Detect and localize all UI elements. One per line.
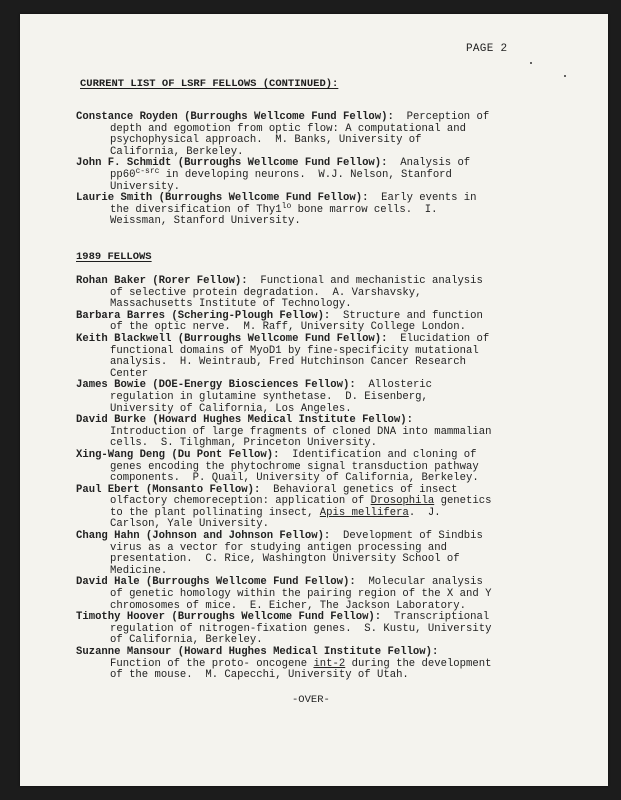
fellow-text: virus as a vector for studying antigen processing and [110, 541, 447, 554]
fellow-entry [76, 531, 546, 577]
fellow-text-part: bone marrow cells. I. [291, 203, 438, 216]
fellow-text: Allosteric [355, 379, 433, 392]
fellow-name: James Bowie (DOE-Energy Biosciences Fellow): [76, 379, 356, 392]
fellow-text: Development of Sindbis [330, 530, 483, 543]
fellow-entry [76, 612, 546, 647]
page-number: PAGE 2 [466, 43, 508, 55]
species-name: Apis mellifera [319, 506, 409, 519]
fellow-text: Identification and cloning of [279, 448, 477, 461]
fellows-1989-list [76, 276, 546, 682]
fellow-name: Laurie Smith (Burroughs Wellcome Fund Fellow): [76, 192, 369, 205]
fellow-text: Carlson, Yale University. [110, 518, 269, 531]
fellow-text: components. P. Quail, University of California, Berkeley. [110, 472, 479, 485]
section-heading-1989: 1989 FELLOWS [76, 251, 152, 263]
fellow-entry [76, 577, 546, 612]
superscript: lo [281, 201, 292, 211]
fellow-text: Introduction of large fragments of cloned DNA into mammalian [110, 425, 492, 438]
fellow-name: Keith Blackwell (Burroughs Wellcome Fund Fellow): [76, 332, 388, 345]
fellow-text-part: . J. [408, 506, 441, 519]
fellow-text: of California, Berkeley. [110, 634, 263, 647]
fellow-text: depth and egomotion from optic flow: A computational and [110, 122, 467, 135]
fellow-text: of selective protein degradation. A. Varshavsky, [110, 286, 422, 299]
continued-fellows-list [76, 112, 546, 228]
fellow-text: Center [110, 367, 149, 380]
over-marker: -OVER- [292, 694, 330, 706]
fellow-text-part: genetics [434, 495, 492, 508]
fellow-text: Behavioral genetics of insect [260, 483, 458, 496]
fellow-entry [76, 380, 546, 415]
fellow-text: cells. S. Tilghman, Princeton University. [110, 437, 378, 450]
fellow-entry [76, 415, 546, 450]
fellow-text [76, 166, 546, 182]
fellow-text: Structure and function [330, 309, 483, 322]
fellow-text: regulation in glutamine synthetase. D. Eisenberg, [110, 390, 428, 403]
fellow-text: genes encoding the phytochrome signal transduction pathway [110, 460, 479, 473]
fellow-text: presentation. C. Rice, Washington University School of [110, 553, 460, 566]
fellow-text: Functional and mechanistic analysis [247, 275, 483, 287]
fellow-entry [76, 450, 546, 485]
fellow-text: Molecular analysis [355, 576, 483, 589]
fellow-text-part: during the development [345, 657, 492, 670]
fellow-text: Weissman, Stanford University. [110, 215, 301, 228]
fellow-text: California, Berkeley. [110, 145, 244, 158]
species-name: Drosophila [370, 495, 435, 508]
fellow-text: University of California, Los Angeles. [110, 402, 352, 415]
fellow-name: Suzanne Mansour (Howard Hughes Medical Institute Fellow): [76, 646, 439, 658]
speck-mark [564, 75, 566, 77]
fellow-text: psychophysical approach. M. Banks, University of [110, 134, 422, 147]
section-heading-continued: CURRENT LIST OF LSRF FELLOWS (CONTINUED): [80, 78, 339, 90]
fellow-text: Elucidation of [387, 332, 490, 345]
gene-name: int-2 [313, 657, 346, 670]
fellow-text-part: pp60 [110, 168, 136, 181]
fellow-name: Xing-Wang Deng (Du Pont Fellow): [76, 448, 280, 461]
fellow-text: of the mouse. M. Capecchi, University of Utah. [110, 669, 409, 682]
fellow-name: David Hale (Burroughs Wellcome Fund Fellow): [76, 576, 356, 589]
fellow-text: chromosomes of mice. E. Eicher, The Jackson Laboratory. [110, 599, 467, 612]
fellow-entry [76, 193, 546, 228]
fellow-text: functional domains of MyoD1 by fine-specificity mutational [110, 344, 479, 357]
fellow-text: Early events in [368, 192, 477, 205]
fellow-text: analysis. H. Weintraub, Fred Hutchinson Cancer Research [110, 356, 467, 369]
fellow-text-part: to the plant pollinating insect, [110, 506, 320, 519]
fellow-text-part: the diversification of Thy1 [110, 203, 282, 216]
fellow-text: Analysis of [387, 157, 471, 170]
fellow-text-part: olfactory chemoreception: application of [110, 495, 371, 508]
fellow-text: Perception of [393, 111, 490, 123]
fellow-text: Transcriptional [381, 611, 490, 624]
fellow-text: regulation of nitrogen-fixation genes. S. Kustu, University [110, 622, 492, 635]
superscript: c-src [135, 166, 160, 176]
fellow-entry [76, 334, 546, 380]
fellow-text: University. [110, 180, 180, 193]
fellow-text: of genetic homology within the pairing region of the X and Y [110, 588, 492, 601]
fellow-name: John F. Schmidt (Burroughs Wellcome Fund Fellow): [76, 157, 388, 170]
fellow-name: Chang Hahn (Johnson and Johnson Fellow): [76, 530, 331, 543]
fellow-text: Massachusetts Institute of Technology. [110, 298, 352, 311]
fellow-entry [76, 158, 546, 193]
fellow-name: Timothy Hoover (Burroughs Wellcome Fund Fellow): [76, 611, 382, 624]
fellow-name: Paul Ebert (Monsanto Fellow): [76, 483, 261, 496]
fellow-name: Barbara Barres (Schering-Plough Fellow): [76, 309, 331, 322]
fellow-text-part: in developing neurons. W.J. Nelson, Stanford [159, 168, 452, 181]
fellow-name: Constance Royden (Burroughs Wellcome Fund Fellow): [76, 111, 394, 123]
fellow-name: Rohan Baker (Rorer Fellow): [76, 275, 248, 287]
fellow-text: Medicine. [110, 564, 168, 577]
fellow-text: of the optic nerve. M. Raff, University College London. [110, 321, 467, 334]
fellow-text-part: Function of the proto- oncogene [110, 657, 314, 670]
fellow-entry [76, 647, 546, 682]
fellow-entry [76, 311, 546, 334]
fellow-entry [76, 485, 546, 531]
speck-mark [530, 62, 532, 64]
fellow-entry [76, 276, 546, 311]
fellow-entry [76, 112, 546, 158]
fellow-name: David Burke (Howard Hughes Medical Institute Fellow): [76, 414, 413, 427]
